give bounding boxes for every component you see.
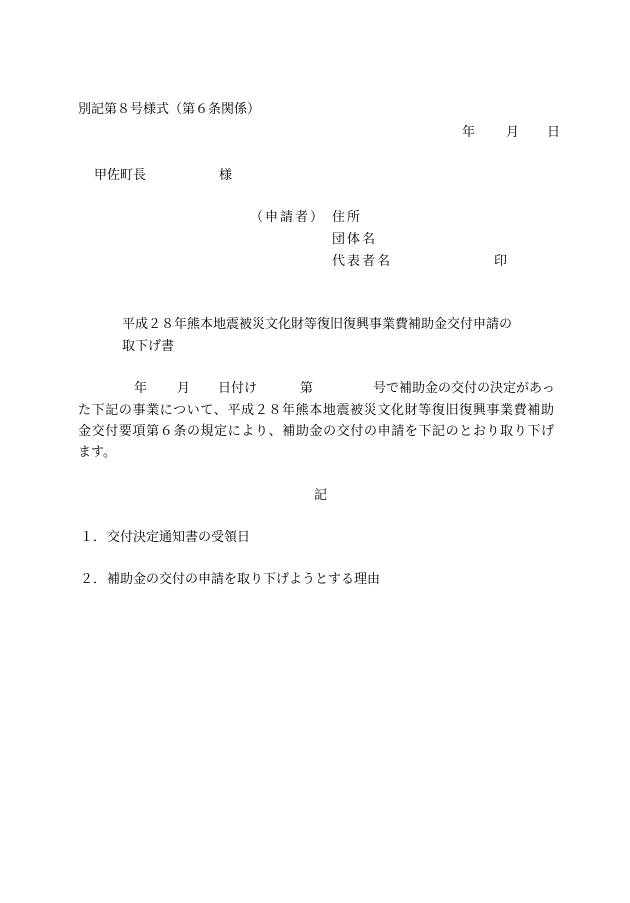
title-line-1: 平成２８年熊本地震被災文化財等復旧復興事業費補助金交付申請の (122, 317, 513, 332)
ref-number-prefix: 第 (300, 381, 314, 396)
ref-month: 月 (177, 381, 191, 396)
date-day: 日 (547, 125, 561, 140)
representative-label: 代表者名 (332, 254, 393, 269)
seal-mark: 印 (494, 254, 508, 269)
ref-number-suffix: 号で補助金の交付の決定があっ (373, 381, 555, 396)
ref-year: 年 (134, 381, 148, 396)
addressee-honorific: 様 (219, 168, 233, 183)
item-text: 交付決定通知書の受領日 (107, 530, 251, 545)
title-line-2: 取下げ書 (122, 339, 175, 354)
form-number: 別記第８号様式（第６条関係） (78, 102, 261, 117)
organization-label: 団体名 (332, 232, 378, 247)
body-line-2: た下記の事業について、平成２８年熊本地震被災文化財等復旧復興事業費補助 (78, 403, 554, 418)
date-month: 月 (506, 125, 520, 140)
body-line-3: 金交付要項第６条の規定により、補助金の交付の申請を下記のとおり取り下げ (78, 424, 554, 439)
ki-heading: 記 (314, 488, 328, 503)
addressee-name: 甲佐町長 (94, 168, 147, 183)
body-line-4: ます。 (78, 445, 116, 460)
item-text: 補助金の交付の申請を取り下げようとする理由 (107, 572, 381, 587)
ref-dated: 日付け (218, 381, 258, 396)
address-label: 住所 (332, 210, 363, 225)
item-number: ２． (80, 572, 107, 587)
item-number: １． (80, 530, 107, 545)
date-year: 年 (462, 125, 476, 140)
applicant-label: （申請者） (250, 210, 326, 225)
